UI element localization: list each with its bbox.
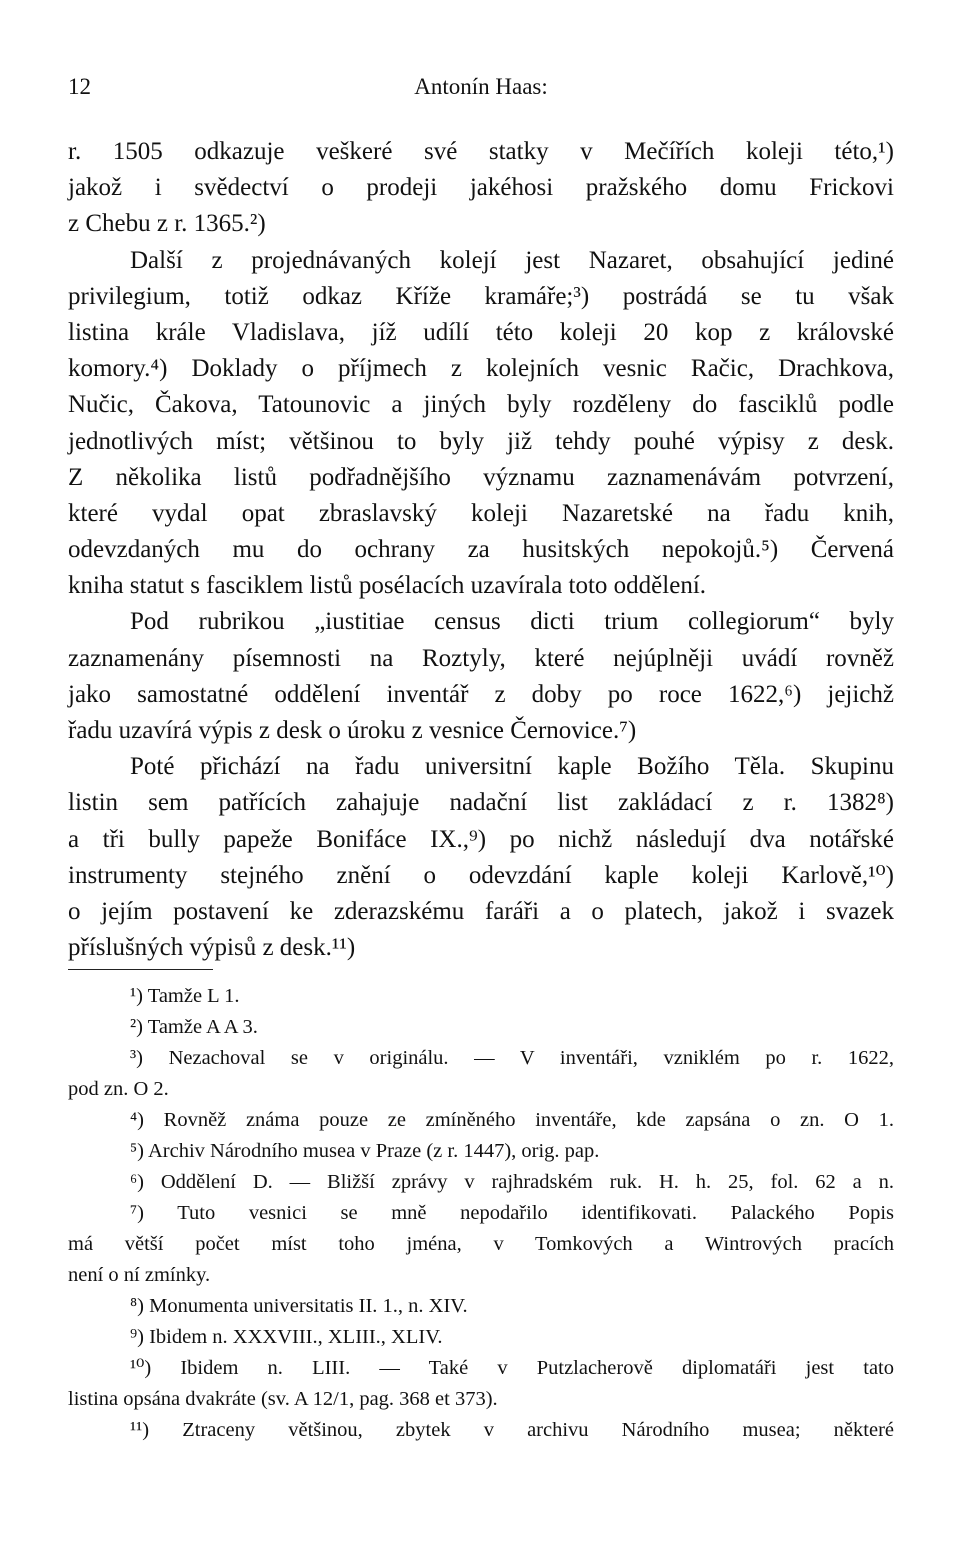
footnote-separator [68, 969, 213, 970]
body-text-line: odevzdaných mu do ochrany za husitských nepokojů.⁵) Červená [68, 536, 894, 564]
body-text-line: jednotlivých míst; většinou to byly již tehdy pouhé výpisy z desk. [68, 427, 894, 455]
footnote-line: ⁷) Tuto vesnici se mně nepodařilo identifikovati. Palackého Popis [130, 1202, 894, 1224]
footnote-line: ¹) Tamže L 1. [130, 985, 240, 1007]
body-text-line: a tři bully papeže Bonifáce IX.,⁹) po nichž následují dva notářské [68, 825, 894, 853]
footnote-line: ¹¹) Ztraceny většinou, zbytek v archivu Národního musea; některé [130, 1419, 894, 1441]
body-text-line: Nučic, Čakova, Tatounovic a jiných byly rozděleny do fasciklů podle [68, 391, 894, 419]
footnote-line: ⁹) Ibidem n. XXXVIII., XLIII., XLIV. [130, 1326, 443, 1348]
body-text-line: Z několika listů podřadnějšího významu zaznamenávám potvrzení, [68, 463, 894, 491]
body-text-line: kniha statut s fasciklem listů posélacích uzavírala toto oddělení. [68, 572, 707, 600]
footnote-line: ⁶) Oddělení D. — Bližší zprávy v rajhradském ruk. H. h. 25, fol. 62 a n. [130, 1171, 894, 1193]
footnote-line: ²) Tamže A A 3. [130, 1016, 258, 1038]
footnote-line: ³) Nezachoval se v originálu. — V inventáři, vzniklém po r. 1622, [130, 1047, 894, 1069]
body-text-line: z Chebu z r. 1365.²) [68, 210, 266, 238]
footnote-line: ⁵) Archiv Národního musea v Praze (z r. 1447), orig. pap. [130, 1140, 600, 1162]
body-text-line: listin sem patřících zahajuje nadační list zakládací z r. 1382⁸) [68, 789, 894, 817]
running-title: Antonín Haas: [414, 74, 548, 99]
footnote-line: pod zn. O 2. [68, 1078, 169, 1100]
body-text-line: Další z projednávaných kolejí jest Nazaret, obsahující jediné [130, 246, 894, 274]
body-text-line: instrumenty stejného znění o odevzdání kaple koleji Karlově,¹⁰) [68, 861, 894, 889]
body-text-line: o jejím postavení ke zderazskému faráři a o platech, jakož i svazek [68, 897, 894, 925]
body-text-line: jakož i svědectví o prodeji jakéhosi pražského domu Frickovi [68, 174, 894, 202]
footnotes [68, 981, 894, 1446]
page-number: 12 [68, 74, 91, 99]
body-text-line: r. 1505 odkazuje veškeré své statky v Mečířích koleji této,¹) [68, 138, 894, 165]
body-text-line: komory.⁴) Doklady o příjmech z kolejních vesnic Račic, Drachkova, [68, 355, 894, 383]
body-text-line: řadu uzavírá výpis z desk o úroku z vesnice Černovice.⁷) [68, 717, 637, 744]
body-text-line: příslušných výpisů z desk.¹¹) [68, 934, 356, 962]
body-text-line: jako samostatné oddělení inventář z doby po roce 1622,⁶) jejichž [68, 680, 894, 708]
footnote-line: má větší počet míst toho jména, v Tomkových a Wintrových pracích [68, 1233, 894, 1255]
footnote-line: listina opsána dvakráte (sv. A 12/1, pag. 368 et 373). [68, 1388, 498, 1410]
body-text-line: které vydal opat zbraslavský koleji Nazaretské na řadu knih, [68, 499, 894, 527]
body-text-line: listina krále Vladislava, jíž udílí této koleji 20 kop z královské [68, 318, 894, 346]
body-text-line: Poté přichází na řadu universitní kaple Božího Těla. Skupinu [130, 753, 894, 781]
footnote-line: není o ní zmínky. [68, 1264, 211, 1286]
footnote-line: ⁸) Monumenta universitatis II. 1., n. XIV. [130, 1295, 468, 1317]
body-text-line: Pod rubrikou „iustitiae census dicti trium collegiorum“ byly [130, 608, 894, 636]
running-head [68, 74, 894, 104]
footnote-line: ¹⁰) Ibidem n. LIII. — Také v Putzlacherově diplomatáři jest tato [130, 1357, 894, 1379]
body-text [68, 134, 894, 966]
footnote-line: ⁴) Rovněž známa pouze ze zmíněného inventáře, kde zapsána o zn. O 1. [130, 1109, 894, 1131]
body-text-line: zaznamenány písemnosti na Roztyly, které nejúplněji uvádí rovněž [68, 644, 894, 672]
body-text-line: privilegium, totiž odkaz Kříže kramáře;³) postrádá se tu však [68, 282, 894, 310]
